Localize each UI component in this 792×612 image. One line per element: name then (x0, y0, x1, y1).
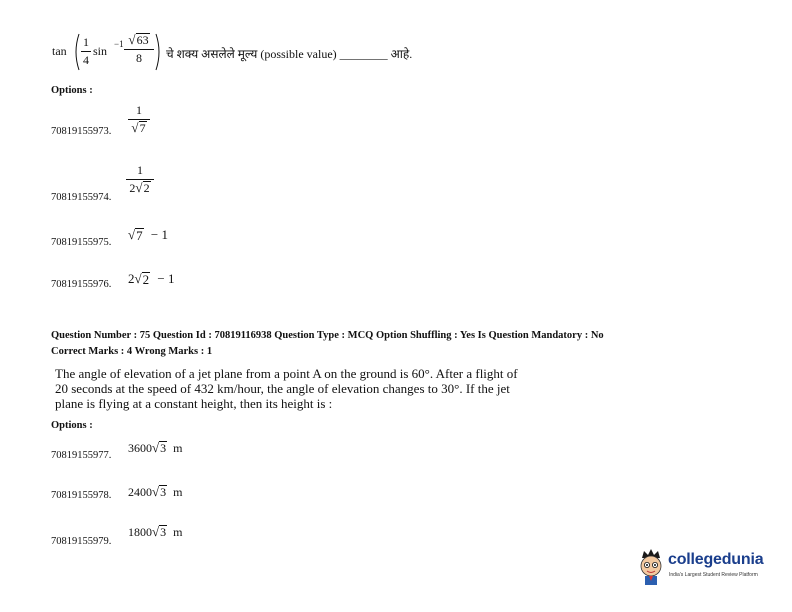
sqrt-2: √ 2 (134, 271, 150, 287)
collegedunia-logo (636, 548, 786, 588)
option-id: 70819155977. (51, 450, 112, 461)
option-3-expression: √ 7 − 1 (128, 227, 168, 243)
sqrt-7: √ 7 (131, 120, 146, 135)
quarter-num: 1 (83, 35, 89, 49)
option-4-expression: 2 √ 2 − 1 (128, 271, 175, 287)
option-1-value: 3600 √ 3 m (128, 440, 183, 455)
sqrt-63: √ 63 (128, 32, 149, 47)
quarter-den: 4 (83, 53, 89, 67)
q74-text: चे शक्य असलेले मूल्य (possible value) ________ आहे. (166, 47, 413, 61)
sqrt-3: √ 3 (152, 524, 167, 539)
sqrt-7: √ 7 (128, 227, 143, 243)
option-id: 70819155976. (51, 279, 112, 290)
option-2-value: 2400 √ 3 m (128, 484, 183, 499)
q74-options-label: Options : (51, 85, 93, 96)
left-paren (72, 33, 80, 71)
q75-header-line2: Correct Marks : 4 Wrong Marks : 1 (51, 346, 213, 357)
inner-fraction (124, 33, 154, 66)
sqrt-3: √ 3 (152, 440, 167, 455)
option-2-fraction: 1 2 √ 2 (126, 163, 154, 196)
logo-name: collegedunia (668, 551, 764, 568)
q75-options-label: Options : (51, 420, 93, 431)
option-3-value: 1800 √ 3 m (128, 524, 183, 539)
option-id: 70819155973. (51, 126, 112, 137)
sqrt-3: √ 3 (152, 484, 167, 499)
right-paren (155, 33, 163, 71)
q75-question-text (55, 366, 595, 411)
inverse-sup: −1 (114, 39, 124, 49)
q74-expression (52, 33, 472, 73)
sqrt-2: √ 2 (135, 180, 150, 195)
q75-header-line1: Question Number : 75 Question Id : 70819116938 Question Type : MCQ Option Shuffling : Yes Is Question Mandatory : No (51, 330, 604, 341)
tan-label: tan (52, 44, 67, 58)
inner-den: 8 (136, 51, 142, 65)
option-id: 70819155974. (51, 192, 112, 203)
sin-label: sin (93, 44, 108, 58)
option-id: 70819155979. (51, 536, 112, 547)
option-id: 70819155975. (51, 237, 112, 248)
q75-text-line2: 20 seconds at the speed of 432 km/hour, the angle of elevation changes to 30°. If the jet (55, 381, 510, 396)
mascot-icon (636, 548, 666, 586)
q75-text-line3: plane is flying at a constant height, then its height is : (55, 396, 333, 411)
quarter-fraction (81, 35, 91, 68)
q75-text-line1: The angle of elevation of a jet plane from a point A on the ground is 60°. After a flight of (55, 366, 518, 381)
logo-tagline: India's Largest Student Review Platform (669, 572, 758, 578)
option-id: 70819155978. (51, 490, 112, 501)
option-1-fraction: 1 √ 7 (128, 103, 150, 136)
